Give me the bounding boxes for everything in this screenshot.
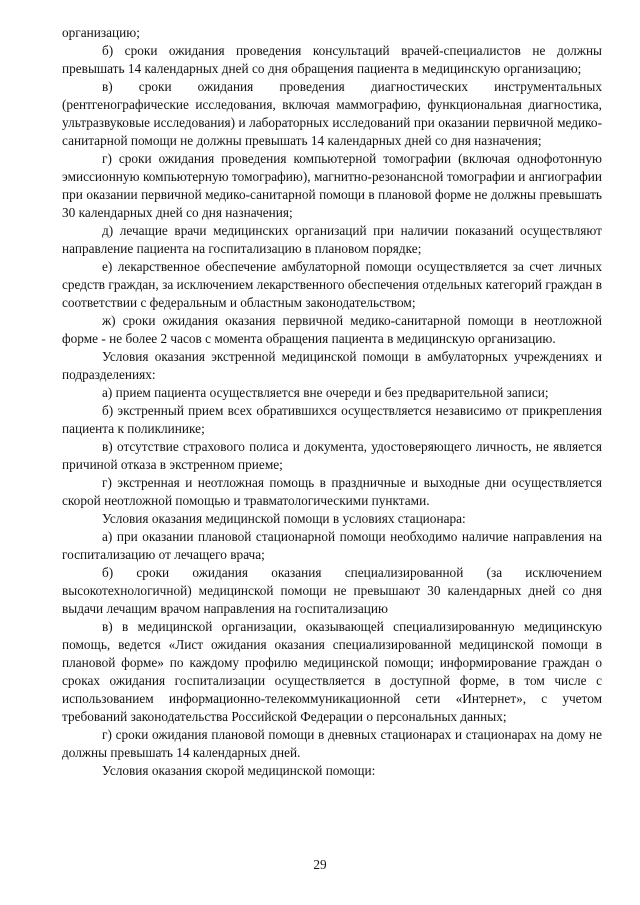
paragraph-emergency-v: в) отсутствие страхового полиса и документа, удостоверяющего личность, не является причиной отказа в экстренном приеме; [62,439,602,472]
page-number: 29 [313,857,327,872]
paragraph-emergency-a: а) прием пациента осуществляется вне очереди и без предварительной записи; [102,385,549,400]
paragraph-inpatient-g: г) сроки ожидания плановой помощи в дневных стационарах и стационарах на дому не должны превышать 14 календарных дней. [62,727,602,760]
paragraph-item-v: в) сроки ожидания проведения диагностических инструментальных (рентгенографические исследования, включая маммографию, функциональная диагностика, ультразвуковые исследования) и лабораторных исследований при оказании первичной медико-санитарной помощи не должны превышать 14 календарных дней со дня назначения; [62,79,602,148]
paragraph-item-g: г) сроки ожидания проведения компьютерной томографии (включая однофотонную эмиссионную компьютерную томографию), магнитно-резонансной томографии и ангиографии при оказании первичной медико-санитарной помощи в плановой форме не должны превышать 30 календарных дней со дня назначения; [62,151,602,220]
paragraph-emergency-g: г) экстренная и неотложная помощь в праздничные и выходные дни осуществляется скорой неотложной помощью и травматологическими пунктами. [62,475,602,508]
paragraph-item-b: б) сроки ожидания проведения консультаций врачей-специалистов не должны превышать 14 календарных дней со дня обращения пациента в медицинскую организацию; [62,43,602,76]
paragraph-inpatient-v: в) в медицинской организации, оказывающей специализированную медицинскую помощь, ведется «Лист ожидания оказания специализированной медицинской помощи в плановой форме» по каждому профилю медицинской помощи; информирование граждан о сроках ожидания госпитализации осуществляется в доступной форме, в том числе с использованием информационно-телекоммуникационной сети «Интернет», с учетом требований законодательства Российской Федерации о персональных данных; [62,619,602,724]
paragraph-continuation: организацию; [62,25,140,40]
section-heading-inpatient: Условия оказания медицинской помощи в условиях стационара: [102,511,466,526]
section-heading-emergency-outpatient: Условия оказания экстренной медицинской помощи в амбулаторных учреждениях и подразделениях: [62,349,602,382]
paragraph-inpatient-b: б) сроки ожидания оказания специализированной (за исключением высокотехнологичной) медицинской помощи не превышают 30 календарных дней со дня выдачи лечащим врачом направления на госпитализацию [62,565,602,616]
paragraph-emergency-b: б) экстренный прием всех обратившихся осуществляется независимо от прикрепления пациента к поликлинике; [62,403,602,436]
paragraph-item-zh: ж) сроки ожидания оказания первичной медико-санитарной помощи в неотложной форме - не более 2 часов с момента обращения пациента в медицинскую организацию. [62,313,602,346]
section-heading-ambulance: Условия оказания скорой медицинской помощи: [102,763,376,778]
paragraph-inpatient-a: а) при оказании плановой стационарной помощи необходимо наличие направления на госпитализацию от лечащего врача; [62,529,602,562]
paragraph-item-d: д) лечащие врачи медицинских организаций при наличии показаний осуществляют направление пациента на госпитализацию в плановом порядке; [62,223,602,256]
body-text [62,24,602,780]
paragraph-item-e: е) лекарственное обеспечение амбулаторной помощи осуществляется за счет личных средств граждан, за исключением лекарственного обеспечения отдельных категорий граждан в соответствии с федеральным и областным законодательством; [62,259,602,310]
